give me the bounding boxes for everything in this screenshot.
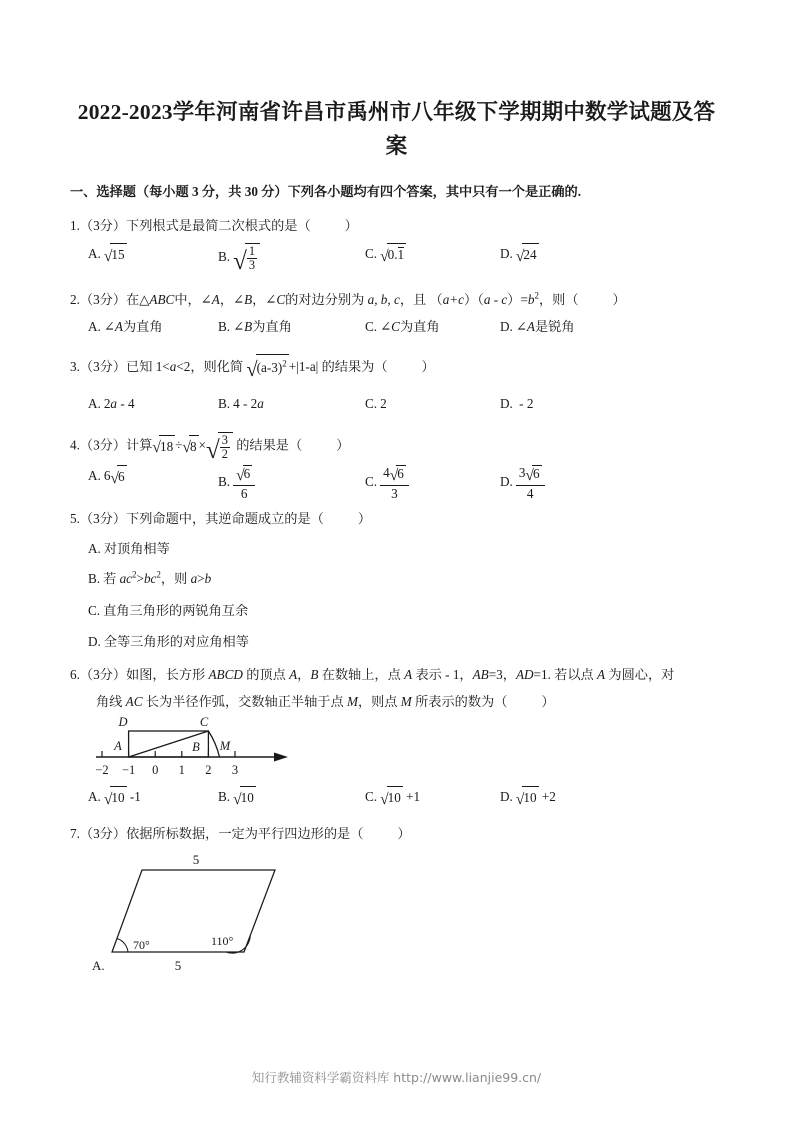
option-d[interactable]: D. $\frac{3√6}{4}$ [500, 465, 545, 501]
radical-icon: √ $\frac{1}{3}$ [233, 243, 260, 273]
number-line-rectangle-figure [92, 712, 292, 782]
svg-text:D: D [118, 715, 128, 729]
radical-icon: √8 [182, 435, 198, 460]
option-d[interactable]: D. - 2 [500, 396, 534, 411]
question-5-options [70, 538, 730, 560]
q1-stem-close: ） [344, 218, 358, 233]
option-c[interactable]: C. $\frac{4√6}{3}$ [365, 465, 409, 501]
option-c[interactable]: C. 直角三角形的两锐角互余 [88, 603, 249, 618]
option-a[interactable]: A. 对顶角相等 [88, 541, 170, 556]
radical-icon: √ $\frac{3}{2}$ [206, 432, 233, 462]
radical-icon: √18 [152, 435, 175, 460]
option-c[interactable]: C. 2 [365, 396, 387, 411]
question-6-stem-line1: 6.（3分）如图，长方形 ABCD 的顶点 A，B 在数轴上，点 A 表示 - 1，AB=3，AD=1. 若以点 A 为圆心，对 [70, 667, 675, 682]
parallelogram-svg [92, 848, 322, 978]
svg-text:−1: −1 [121, 763, 136, 777]
question-3-stem: 3.（3分）已知 1<a<2，则化简 $√(a-3)^2 +|1-a|$ 的结果为（ ） [70, 354, 730, 381]
radical-icon: √10 [380, 786, 403, 811]
right-angle-label: 110° [211, 934, 234, 948]
svg-text:B: B [192, 740, 200, 754]
radical-icon: √10 [233, 786, 256, 811]
section-heading: 一、选择题（每小题 3 分，共 30 分）下列各小题均有四个答案，其中只有一个是正确的. [70, 184, 582, 199]
option-c[interactable]: C. ∠C为直角 [365, 319, 440, 334]
question-3-options [70, 393, 730, 419]
question-2-stem: 2.（3分）在△ABC中，∠A，∠B，∠C的对边分别为 a, b, c，且 $(a+c)(a - c)=b^2$，则（ ） [70, 290, 626, 307]
option-d[interactable]: D. √10 +2 [500, 786, 556, 811]
parallelogram-figure [92, 848, 322, 978]
radical-icon: √6 [110, 465, 126, 490]
option-a[interactable]: A. 2a - 4 [88, 396, 135, 411]
option-d[interactable]: D. ∠A是锐角 [500, 319, 575, 334]
option-b[interactable]: B. $\frac{√6}{6}$ [218, 465, 255, 501]
question-6-options [70, 786, 730, 812]
option-a[interactable]: A. 6√6 [88, 465, 127, 490]
option-b[interactable]: B. 若 $ac^2>bc^2$，则 a>b [88, 569, 212, 586]
option-b[interactable]: B. 4 - 2a [218, 396, 264, 411]
bottom-side-label: 5 [174, 958, 182, 973]
radical-icon: √6 [236, 466, 251, 484]
svg-text:1: 1 [178, 763, 185, 777]
page-title: 2022-2023学年河南省许昌市禹州市八年级下学期期中数学试题及答案 [77, 100, 716, 158]
radical-icon: √6 [525, 466, 540, 484]
option-a[interactable]: A. √15 [88, 243, 127, 268]
radical-icon: √24 [516, 243, 539, 268]
svg-text:0: 0 [152, 763, 159, 777]
option-b[interactable]: B. √10 [218, 786, 256, 811]
radical-icon: √15 [104, 243, 127, 268]
question-7-stem: 7.（3分）依据所标数据，一定为平行四边形的是（ ） [70, 826, 411, 841]
option-c[interactable]: C. √10 +1 [365, 786, 420, 811]
svg-text:2: 2 [205, 763, 212, 777]
question-2-options [70, 316, 730, 342]
option-a-label: A. [92, 958, 105, 973]
question-4-stem: 4.（3分）计算√18 ÷√8 ×√ $\frac{3}{2}$ 的结果是（ ） [70, 433, 350, 464]
option-a[interactable]: A. √10 -1 [88, 786, 141, 811]
svg-text:M: M [219, 739, 231, 753]
svg-text:3: 3 [231, 763, 239, 777]
footer-watermark: 知行教辅资料学霸资料库 http://www.lianjie99.cn/ [251, 1070, 542, 1085]
question-1-options [70, 243, 730, 279]
option-b[interactable]: B. ∠B为直角 [218, 319, 292, 334]
option-a[interactable]: A. ∠A为直角 [88, 319, 163, 334]
question-6-stem-line2: 角线 AC 长为半径作弧，交数轴正半轴于点 M，则点 M 所表示的数为（ ） [96, 694, 555, 709]
radical-icon: √10 [516, 786, 539, 811]
question-5-stem: 5.（3分）下列命题中，其逆命题成立的是（ ） [70, 511, 372, 526]
svg-text:A: A [114, 739, 122, 753]
svg-text:C: C [199, 715, 209, 729]
radical-icon: √6 [389, 466, 404, 484]
radical-icon: $√(a-3)^2$ [246, 354, 288, 381]
svg-text:−2: −2 [95, 763, 109, 777]
question-4-options [70, 465, 730, 505]
option-d[interactable]: D. 全等三角形的对应角相等 [88, 634, 249, 649]
option-b[interactable]: B. √ $\frac{1}{3}$ [218, 243, 260, 273]
radical-icon: √0.1 [380, 243, 406, 268]
question-1-stem [70, 215, 730, 237]
option-d[interactable]: D. √24 [500, 243, 539, 268]
q1-stem-text: 1.（3分）下列根式是最简二次根式的是（ [70, 218, 311, 233]
number-line-svg [92, 712, 292, 782]
option-c[interactable]: C. √0.1 [365, 243, 406, 268]
radical-icon: √10 [104, 786, 127, 811]
top-side-label: 5 [192, 852, 200, 867]
left-angle-label: 70° [133, 938, 150, 952]
